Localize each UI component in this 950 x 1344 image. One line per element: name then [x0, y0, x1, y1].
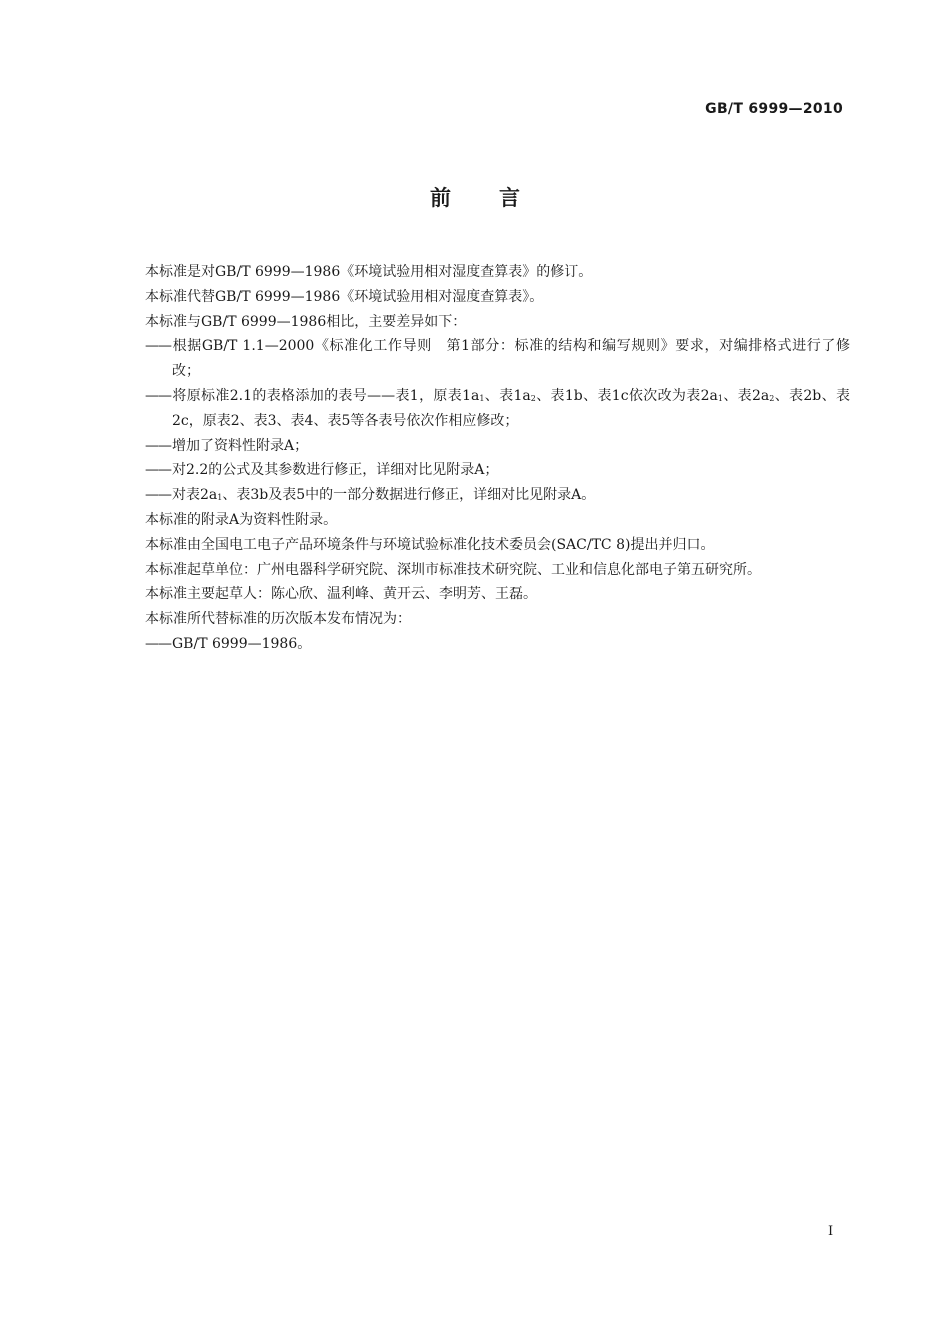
change-text: 、表1a: [484, 387, 531, 404]
change-text: 将原标准2.1的表格添加的表号——表1，原表1a: [172, 387, 480, 404]
subscript: 2: [769, 393, 775, 403]
paragraph-proposer: 本标准由全国电工电子产品环境条件与环境试验标准化技术委员会(SAC/TC 8)提出并归口。: [145, 536, 715, 553]
history-item: —— GB/T 6999—1986。: [145, 632, 850, 657]
page-title: 前言: [430, 186, 568, 210]
paragraph-appendix-note: 本标准的附录A为资料性附录。: [145, 511, 338, 528]
change-text: 、表1b、表1c依次改为表2a: [535, 387, 718, 404]
foreword-body: [145, 260, 850, 657]
subscript: 1: [217, 493, 223, 503]
paragraph-differences-intro: 本标准与GB/T 6999—1986相比，主要差异如下：: [145, 313, 467, 330]
change-item-format: —— 根据GB/T 1.1—2000《标准化工作导则 第1部分：标准的结构和编写规则》要求，对编排格式进行了修改；: [145, 334, 850, 384]
paragraph-history-intro: 本标准所代替标准的历次版本发布情况为：: [145, 611, 411, 628]
change-text: 对表2a: [172, 487, 218, 504]
subscript: 1: [479, 393, 485, 403]
paragraph-drafting-units: 本标准起草单位：广州电器科学研究院、深圳市标准技术研究院、工业和信息化部电子第五研究所。: [145, 561, 761, 578]
paragraph-replaces: 本标准代替GB/T 6999—1986《环境试验用相对湿度查算表》。: [145, 288, 544, 305]
change-item-formula: —— 对2.2的公式及其参数进行修正，详细对比见附录A；: [145, 458, 850, 483]
page-number: I: [828, 1224, 834, 1239]
paragraph-revision: 本标准是对GB/T 6999—1986《环境试验用相对湿度查算表》的修订。: [145, 264, 593, 280]
subscript: 1: [717, 393, 723, 403]
change-item-data-correction: [145, 483, 850, 508]
change-item-table-numbers: [145, 384, 850, 434]
change-text: 、表2b、表2c，原表2、表3、表4、表5等各表号依次作相应修改；: [172, 387, 850, 429]
subscript: 2: [530, 393, 536, 403]
paragraph-drafters: 本标准主要起草人：陈心欣、温利峰、黄开云、李明芳、王磊。: [145, 586, 537, 603]
change-text: 、表3b及表5中的一部分数据进行修正，详细对比见附录A。: [222, 487, 596, 504]
standard-number: GB/T 6999—2010: [705, 101, 843, 117]
change-text: 、表2a: [722, 387, 770, 404]
change-item-appendix: —— 增加了资料性附录A；: [145, 434, 850, 459]
